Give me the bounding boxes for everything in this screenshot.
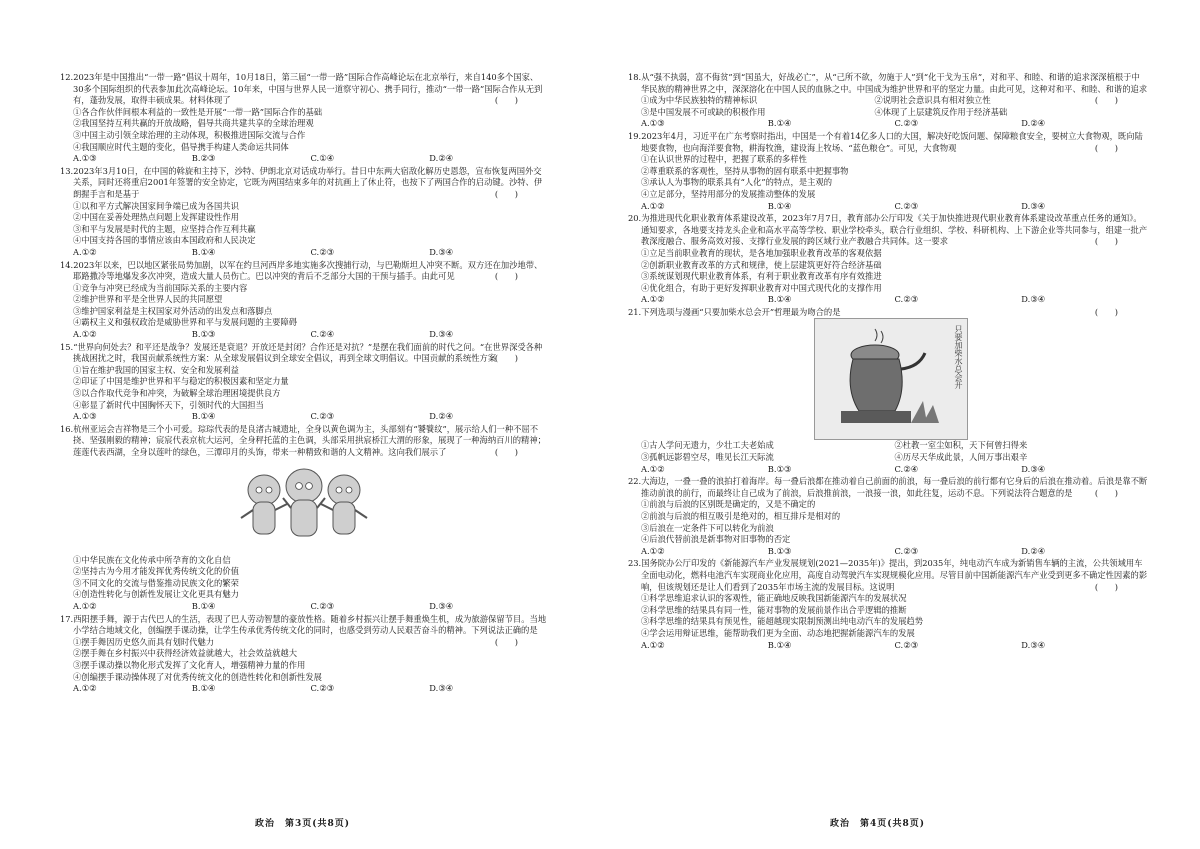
answer-choices: A.①② B.①③ C.②④ D.③④ xyxy=(641,463,1046,474)
question-21: 21.下列选项与漫画“只要加柴水总会开”哲理最为吻合的是 ( ) 只要加柴水总会开 ①古人学问无遗力，少壮工夫老始成 ②杜教一室尘如积，天下何曾扫得来 ③孤帆远影碧空尽，唯见长江天际流 ④历尽天华成此景，人间万事出艰辛 A.①② B.①③ C.②④ D.③④ xyxy=(628,307,1148,475)
answer-choices: A.①② B.①④ C.②③ D.③④ xyxy=(641,200,1046,211)
answer-choices: A.①③ B.①④ C.②③ D.②④ xyxy=(73,411,454,422)
cartoon-image xyxy=(814,318,968,440)
answer-choices: A.①③ B.②③ C.①④ D.②④ xyxy=(73,153,454,164)
question-19: 19.2023年4月，习近平在广东考察时指出，中国是一个有着14亿多人口的大国，解决好吃饭问题、保障粮食安全，要树立大食物观，既向陆地要食物，也向海洋要食物，耕海牧渔，建设海上牧场、“蓝色粮仓”。可见，大食物观 ( ) ①在认识世界的过程中，把握了联系的多样性 ②尊重联系的客观性，坚持从事物的固有联系中把握事物 ③承认人为事物的联系具有“人化”的特点，是主观的 ④立足部分，坚持用部分的发展推动整体的发展 A.①② B.①④ C.②③ D.③④ xyxy=(628,131,1148,212)
answer-choices: A.①③ B.①④ C.②③ D.②④ xyxy=(641,118,1046,129)
question-23: 23.国务院办公厅印发的《新能源汽车产业发展规划(2021—2035年)》提出，到2035年，纯电动汽车成为新销售车辆的主流，公共领域用车全面电动化，燃料电池汽车实现商业化应用，高度自动驾驶汽车实现规模化应用。尽管目前中国新能源汽车产业受到更多不确定性因素的影响，但该规划还是让人们看到了2035年市场主流的发展目标。这说明 ( ) ①科学思维追求认识的客观性，能正确地反映我国新能源汽车的发展状况 ②科学思维的结果具有同一性，能对事物的发展前景作出合乎逻辑的推断 ③科学思维的结果具有预见性，能超越现实限制预测出纯电动汽车的发展趋势 ④学会运用辩证思维，能帮助我们更为全面、动态地把握新能源汽车的发展 A.①② B.①④ C.②③ D.③④ xyxy=(628,558,1148,650)
answer-choices: A.①② B.①④ C.②③ D.③④ xyxy=(641,639,1046,650)
question-15: 15.“世界向何处去？和平还是战争？发展还是衰退？开放还是封闭？合作还是对抗？”是摆在我们面前的时代之问。“在世界深受各种挑战困扰之时，我国贡献系统性方案：从全球发展倡议到全球安全倡议，再到全球文明倡议。中国贡献的系统性方案 ( ) ①旨在维护我国的国家主权、安全和发展利益 ②印证了中国是维护世界和平与稳定的积极因素和坚定力量 ③以合作取代竞争和冲突，为破解全球治理困境提供良方 ④彰显了新时代中国胸怀天下，引领时代的大国担当 A.①③ B.①④ C.②③ D.②④ xyxy=(60,342,548,423)
answer-choices: A.①② B.①④ C.②③ D.③④ xyxy=(73,246,454,257)
answer-choices: A.①② B.①④ C.②③ D.③④ xyxy=(73,683,454,694)
question-13: 13.2023年3月10日，在中国的斡旋和主持下，沙特、伊朗北京对话成功举行。昔日中东两大宿敌化解历史恩怨，宣布恢复两国外交关系，同时还将重启2001年签署的安全协定，它既为两国结束多年的对抗画上了休止符，也按下了两国合作的启动键。沙特、伊朗握手言和是基于 ( ) ①以和平方式解决国家间争端已成为各国共识 ②中国在妥善处理热点问题上发挥建设性作用 ③和平与发展是时代的主题，应坚持合作互利共赢 ④中国支持各国的事情应该由本国政府和人民决定 A.①② B.①④ C.②③ D.③④ xyxy=(60,166,548,259)
mascot-image xyxy=(60,461,548,553)
question-17: 17.西阳摆手舞，源于古代巴人的生活，表现了巴人劳动智慧的豪放性格。随着乡村振兴让摆手舞重焕生机，成为旅游保留节目。当地小学结合地域文化，创编摆手课动操，让学生传承优秀传统文化的同时，也感受到劳动人民艰苦奋斗的精神。下列说法正确的是 ( ) ①摆手舞因历史悠久而具有划时代魅力 ②摆手舞在乡村振兴中获得经济效益就越大，社会效益就越大 ③摆手课动操以物化形式发挥了文化育人，增强精神力量的作用 ④创编摆手课动操体现了对优秀传统文化的创造性转化和创新性发展 A.①② B.①④ C.②③ D.③④ xyxy=(60,613,547,694)
right-column xyxy=(628,72,1148,652)
question-20: 20.为推进现代化职业教育体系建设改革，2023年7月7日，教育部办公厅印发《关于加快推进现代职业教育体系建设改革重点任务的通知》。通知要求，各地要支持龙头企业和高水平高等学校、职业学校牵头，联合行业组织、学校、科研机构、上下游企业等共同参与，组建一批产教深度融合、服务高效对接、支撑行业发展的跨区域行业产教融合共同体。这一要求 ( ) ①立足当前职业教育的现状，是各地加强职业教育改革的客观依据 ②创新职业教育改革的方式和规律，使上层建筑更好符合经济基础 ③系统谋划现代职业教育体系，有利于职业教育改革有序有效推进 ④优化组合，有助于更好发挥职业教育对中国式现代化的支撑作用 A.①② B.①④ C.②③ D.③④ xyxy=(628,213,1148,305)
left-column xyxy=(60,72,548,696)
question-12: 12.2023年是中国推出“一带一路”倡议十周年，10月18日，第三届“一带一路”国际合作高峰论坛在北京举行，来自140多个国家、30多个国际组织的代表参加此次高峰论坛。10年来，中国与世界人民一道察守初心、携手同行，推动“一带一路”国际合作从无到有，蓬勃发展，取得丰硕成果。材料体现了 ( ) ①各合作伙伴间根本利益的一致性是开展“一带一路”国际合作的基础 ②我国坚持互利共赢的开放战略，倡导共商共建共享的全球治理观 ③中国主动引领全球治理的主动体现，积极推进国际交流与合作 ④我国顺应时代主题的变化，倡导携手构建人类命运共同体 A.①③ B.②③ C.①④ D.②④ xyxy=(60,72,548,165)
asian-games-mascots-illustration xyxy=(229,462,379,552)
page-footer: 政治 第4页(共8页) xyxy=(830,819,926,829)
answer-choices: A.①② B.①④ C.②③ D.③④ xyxy=(73,600,454,611)
question-22: 22.大海边，一叠一叠的浪拍打着海岸。每一叠后浪都在推动着自己前面的前浪，每一叠后浪的前行都有它身后的后浪在推动着。后浪是靠不断推动前浪的前行，而最终让自己成为了前浪，后浪推前浪，一浪接一浪，如此往复，运动不息。下列说法符合题意的是 ( ) ①前浪与后浪的区别既是确定的，又是不确定的 ②前浪与后浪的相互吸引是绝对的，相互排斥是相对的 ③后浪在一定条件下可以转化为前浪 ④后浪代替前浪是新事物对旧事物的否定 A.①② B.①③ C.②③ D.②④ xyxy=(628,476,1148,556)
answer-choices: A.①② B.①③ C.②③ D.②④ xyxy=(641,545,1046,556)
question-14: 14.2023年以来，巴以地区紧张局势加剧，以军在约旦河西岸多地实施多次搜捕行动，与巴勒斯坦人冲突不断。双方还在加沙地带、耶路撒冷等地爆发多次冲突，造成大量人员伤亡。巴以冲突的背后不乏部分大国的干预与插手。由此可见 ( ) ①竞争与冲突已经成为当前国际关系的主要内容 ②维护世界和平是全世界人民的共同愿望 ③维护国家利益是主权国家对外活动的出发点和落脚点 ④霸权主义和强权政治是威胁世界和平与发展问题的主要障碍 A.①② B.①③ C.②④ D.③④ xyxy=(60,260,548,341)
boiling-kettle-cartoon-illustration xyxy=(815,319,967,439)
cartoon-caption: 只要加柴水总会开 xyxy=(954,325,963,390)
answer-choices: A.①② B.①③ C.②④ D.③④ xyxy=(73,329,454,340)
answer-choices: A.①② B.①④ C.②③ D.③④ xyxy=(641,294,1046,305)
question-16: 16.杭州亚运会吉祥物是三个小可爱。琮琮代表的是良渚古城遗址，全身以黄色调为主，头部刻有“饕餮纹”，展示给人们一种不屈不挠、坚强刚毅的精神；宸宸代表京杭大运河，全身秤托蓝的主色调，头部采用拱宸桥江大渭的形象，展现了一种海纳百川的精神；莲莲代表西湖，全身以莲叶的绿色，三潭印月的头饰，带来一种精致和谐的人文精神。这向我们展示了 ( ) ①中华民族在文化传承中所孕育的文化自信 ②坚持古为今用才能发挥优秀传统文化的价值 ③不同文化的交流与借鉴推动民族文化的繁荣 ④创造性转化与创新性发展让文化更具有魅力 A.①② B.①④ C.②③ D.③④ xyxy=(60,424,548,613)
page-footer: 政治 第3页(共8页) xyxy=(255,819,351,829)
question-18: 18.从“强不执弱，富不侮贫”到“国虽大，好战必亡”，从“己所不欲，勿施于人”到“化干戈为玉帛”，对和平、和睦、和谐的追求深深植根于中华民族的精神世界之中，深深溶化在中国人民的血脉之中。中国成为维护世界和平的坚定力量。由此可见，这种对和平、和睦、和谐的追求 ( ) ①成为中华民族独特的精神标识 ②说明社会意识具有相对独立性 ③是中国发展不可或缺的积极作用 ④体现了上层建筑反作用于经济基础 A.①③ B.①④ C.②③ D.②④ xyxy=(628,72,1148,129)
page-4 xyxy=(600,0,1200,849)
